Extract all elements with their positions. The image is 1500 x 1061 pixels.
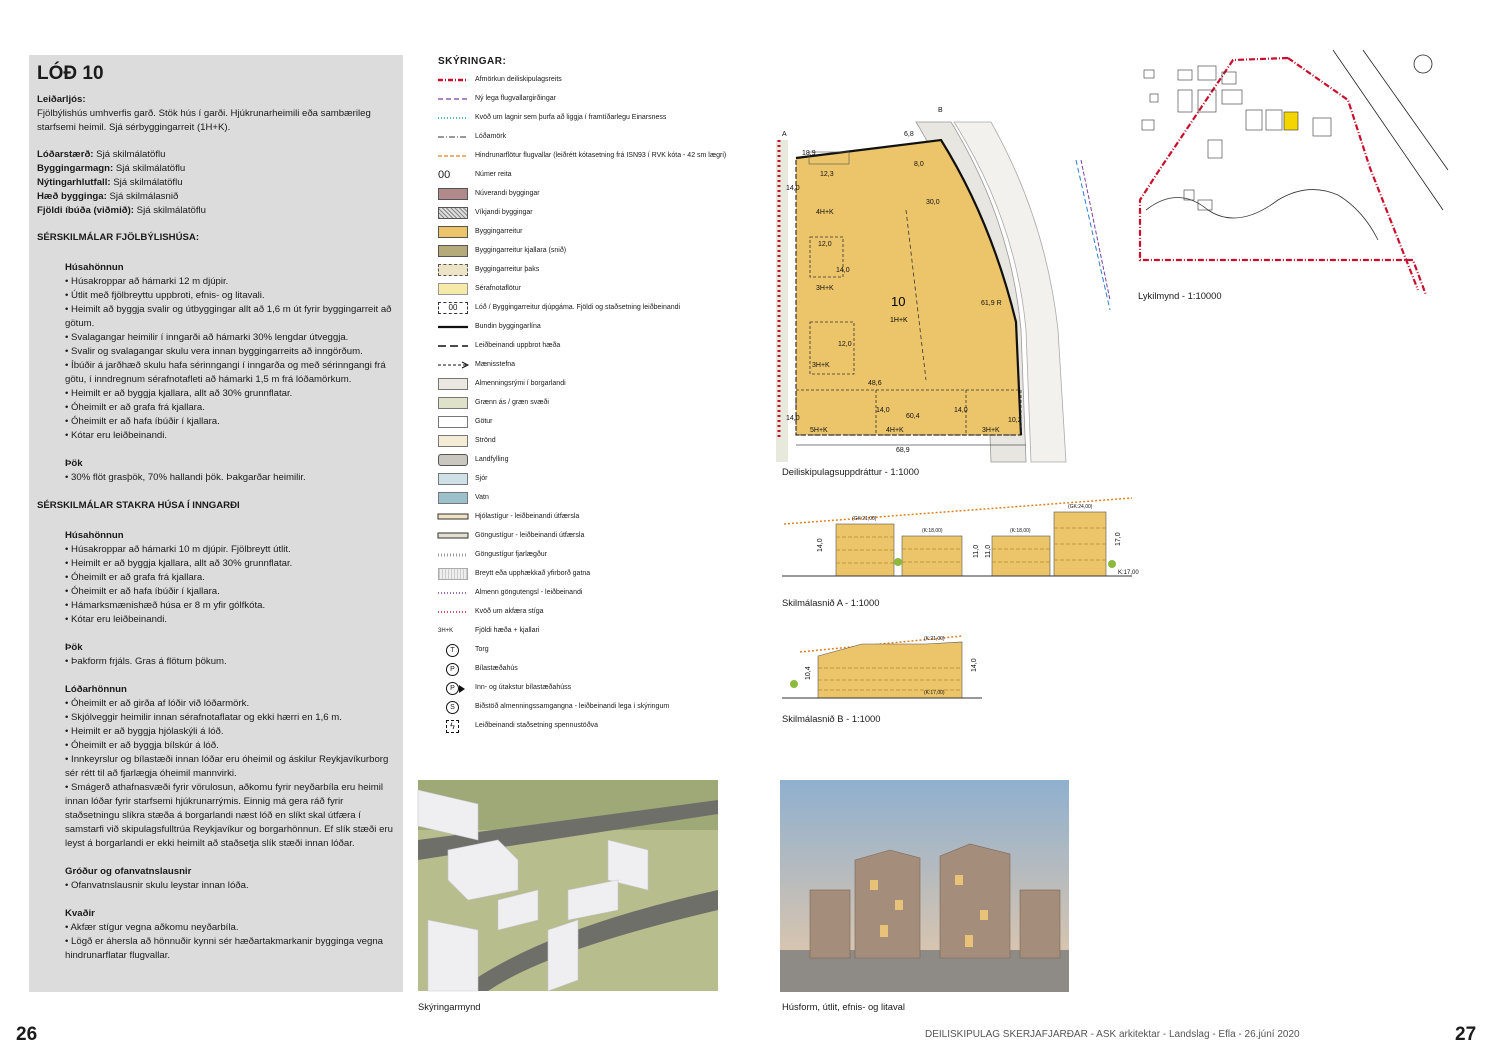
dim-label: 14,0 — [971, 658, 978, 672]
purpledot-icon — [438, 587, 468, 599]
bullet-item: • Kótar eru leiðbeinandi. — [65, 429, 395, 443]
bullet-item: • Lögð er áhersla að hönnuðir kynni sér hæðartakmarkanir bygginga vegna hindrunarflatar flugvallar. — [65, 935, 395, 963]
legend-item — [438, 603, 738, 622]
longdash-icon — [438, 340, 468, 352]
legend-label: Víkjandi byggingar — [475, 209, 533, 216]
highlighted-plot — [1284, 112, 1298, 130]
legend-label: Byggingarreitur þaks — [475, 266, 540, 273]
page-number-left: 26 — [16, 1024, 38, 1045]
circleT-icon: T — [438, 644, 468, 656]
fact-row: Fjöldi íbúða (viðmið): Sjá skilmálatöflu — [37, 205, 206, 216]
building-photo-caption: Húsform, útlit, efnis- og litaval — [782, 1001, 905, 1012]
swatch-raised-icon — [438, 568, 468, 580]
legend-item — [438, 375, 738, 394]
number-icon: 00 — [438, 169, 451, 181]
legend-item — [438, 641, 738, 660]
bullet-item: • Óheimilt er að grafa frá kjallara. — [65, 401, 395, 415]
legend-item — [438, 489, 738, 508]
section-a-buildings — [836, 512, 1106, 576]
legend-label: Landfylling — [475, 456, 509, 463]
legend-label: Torg — [475, 646, 489, 653]
s2-husahonnun — [37, 529, 395, 627]
section-b-drawing — [782, 632, 982, 708]
key-map-caption: Lykilmynd - 1:10000 — [1138, 290, 1222, 301]
legend-label: Bundin byggingarlína — [475, 323, 541, 330]
dim-label: 14,0 — [876, 407, 890, 414]
legend-item — [438, 679, 738, 698]
swatch-sea-icon — [438, 473, 468, 485]
bullet-item: • Smágerð athafnasvæði fyrir vörulosun, aðkomu fyrir neyðarbíla eru heimil innan lóðar fyrir starfsemi hjúkrunarrýmis. Einnig má gera ráð fyrir staðsetningu slíkra stæða á borgarlandi næst lóð en slíkt skal útfæra í samstarfi við skipulagsfulltrúa Reykjavíkur og borgarhönnun. Ef slík stæði eru leyst á borgarlandi er ekki heimilt að staðsetja slík stæði innan lóðar. — [65, 781, 395, 851]
dashdot-icon — [438, 131, 468, 143]
bullet-item: • Kótar eru leiðbeinandi. — [65, 613, 395, 627]
bullet-item: • Ofanvatnslausnir skulu leystar innan lóða. — [65, 879, 395, 893]
orangedash-icon — [438, 150, 468, 162]
dim-label: 14,0 — [786, 415, 800, 422]
swatch-fill-icon — [438, 454, 468, 466]
bullet-item: • Húsakroppar að hámarki 12 m djúpir. — [65, 275, 395, 289]
legend-label: Leiðbeinandi uppbrot hæða — [475, 342, 561, 349]
swatch-yellow-icon — [438, 226, 468, 238]
fact-row: Byggingarmagn: Sjá skilmálatöflu — [37, 163, 186, 174]
legend-label: Byggingarreitur — [475, 228, 523, 235]
swatch-olive-icon — [438, 245, 468, 257]
legend-item — [438, 147, 738, 166]
purpledash-icon — [438, 93, 468, 105]
legend-label: Afmörkun deiliskipulagsreits — [475, 76, 562, 83]
floors-label: 3H+K — [982, 427, 1000, 434]
dim-label: 11,0 — [973, 544, 980, 558]
legend-label: Númer reita — [475, 171, 512, 178]
floors-label: 5H+K — [810, 427, 828, 434]
bullet-item: • Óheimilt er að hafa íbúðir í kjallara. — [65, 585, 395, 599]
swatch-brown-icon — [438, 188, 468, 200]
bullet-item: • Heimilt er að byggja hjólaskýli á lóð. — [65, 725, 395, 739]
dim-label: 8,0 — [914, 161, 924, 168]
bullet-item: • Hámarksmænishæð húsa er 8 m yfir gólfkóta. — [65, 599, 395, 613]
bullet-item: • Óheimilt er að hafa íbúðir í kjallara. — [65, 415, 395, 429]
dim-label: 14,0 — [817, 538, 824, 552]
bullet-item: • Svalagangar heimilir í inngarði að hámarki 30% lengdar útveggja. — [65, 331, 395, 345]
thickline-icon — [438, 321, 468, 333]
section-letter: B — [938, 107, 943, 114]
bullet-item: • Húsakroppar að hámarki 10 m djúpir. Fjölbreytt útlit. — [65, 543, 395, 557]
dim-label: 6,8 — [904, 131, 914, 138]
legend-item — [438, 584, 738, 603]
legend-label: Strönd — [475, 437, 496, 444]
lot-sub: 1H+K — [890, 317, 908, 324]
level-label: (GK:21,00) — [852, 516, 877, 522]
bullet-item: • Innkeyrslur og bílastæði innan lóðar eru óheimil og áskilur Reykjavíkurborg sér rétt til að fjarlægja óheimil mannvirki. — [65, 753, 395, 781]
legend-item — [438, 71, 738, 90]
legend-label: Grænn ás / græn svæði — [475, 399, 549, 406]
bullet-item: • 30% flöt grasþök, 70% hallandi þök. Þakgarðar heimilir. — [65, 471, 395, 485]
legend-label: Biðstöð almenningssamgangna - leiðbeinandi lega í skýringum — [475, 703, 670, 710]
bullet-item: • Heimilt að byggja svalir og útbyggingar allt að 1,6 m út fyrir byggingarreit að götum. — [65, 303, 395, 331]
section-b-caption: Skilmálasnið B - 1:1000 — [782, 713, 881, 724]
leidarljos-label: Leiðarljós: — [37, 94, 86, 105]
legend-label: Bílastæðahús — [475, 665, 518, 672]
section-a-caption: Skilmálasnið A - 1:1000 — [782, 597, 880, 608]
bullet-item: • Útlit með fjölbreyttu uppbroti, efnis- og litavali. — [65, 289, 395, 303]
footer-text: DEILISKIPULAG SKERJAFJARÐAR - ASK arkitektar - Landslag - Efla - 26.júní 2020 — [925, 1029, 1300, 1040]
s1-thak — [37, 457, 395, 485]
level-label: (K:18,00) — [922, 528, 943, 534]
fact-row: Nýtingarhlutfall: Sjá skilmálatöflu — [37, 177, 183, 188]
legend-item — [438, 109, 738, 128]
section-heading: SÉRSKILMÁLAR STAKRA HÚSA Í INNGARÐI — [37, 500, 240, 511]
circleParrow-icon: P — [438, 682, 468, 694]
legend-label: Leiðbeinandi staðsetning spennustöðva — [475, 722, 598, 729]
legend-label: Almenningsrými í borgarlandi — [475, 380, 566, 387]
legend-label: Breytt eða upphækkað yfirborð gatna — [475, 570, 591, 577]
bullet-item: • Þakform frjáls. Gras á flötum þökum. — [65, 655, 395, 669]
dim-label: 18,9 — [802, 150, 816, 157]
subsection-title: Húsahönnun — [65, 262, 124, 273]
ground-level: K:17,00 — [1118, 570, 1139, 576]
bullet-item: • Íbúðir á jarðhæð skulu hafa sérinngangi í inngarða og með sérinngangi frá götu, í inndregnum sérafnotafleti að hámarki 1,5 m frá lóðamörkum. — [65, 359, 395, 387]
legend-item — [438, 451, 738, 470]
section-letter: A — [782, 131, 787, 138]
building-photo — [780, 780, 1069, 992]
section-a-drawing — [782, 494, 1139, 590]
level-label: (K:18,00) — [1010, 528, 1031, 534]
floors-label: 4H+K — [886, 427, 904, 434]
fact-row: Lóðarstærð: Sjá skilmálatöflu — [37, 149, 166, 160]
dim-label: 14,0 — [954, 407, 968, 414]
swatch-lightgrey-icon — [438, 378, 468, 390]
legend-label: Kvöð um akfæra stíga — [475, 608, 544, 615]
legend-item — [438, 546, 738, 565]
legend — [438, 56, 738, 736]
leidarljos-text: Fjölbýlishús umhverfis garð. Stök hús í garði. Hjúkrunarheimili eða sambærileg starfsemi heimil. Sjá sérbyggingarreit (1H+K). — [37, 108, 371, 133]
key-map — [1138, 50, 1448, 290]
legend-item — [438, 166, 738, 185]
bullet-item: • Akfær stígur vegna aðkomu neyðarbíla. — [65, 921, 395, 935]
render-caption: Skýringarmynd — [418, 1001, 481, 1012]
swatch-white-icon — [438, 416, 468, 428]
facts-list — [37, 148, 395, 218]
circleP-icon: P — [438, 663, 468, 675]
legend-item — [438, 698, 738, 717]
bikepath-icon — [438, 511, 468, 523]
legend-item — [438, 394, 738, 413]
level-label: (K:17,00) — [924, 690, 945, 696]
legend-item — [438, 128, 738, 147]
circleS-icon: S — [438, 701, 468, 713]
legend-item — [438, 717, 738, 736]
dim-label: 30,0 — [926, 199, 940, 206]
subsection-title: Kvaðir — [65, 908, 95, 919]
legend-item — [438, 242, 738, 261]
boxbolt-icon: ϟ — [438, 720, 468, 732]
dim-label: 12,0 — [838, 341, 852, 348]
subsection-title: Þök — [65, 642, 83, 653]
dim-label: 48,6 — [868, 380, 882, 387]
swatch-green-icon — [438, 397, 468, 409]
legend-item — [438, 204, 738, 223]
subsection-title: Gróður og ofanvatnslausnir — [65, 866, 192, 877]
legend-item — [438, 565, 738, 584]
dim-label: 12,3 — [820, 171, 834, 178]
legend-item — [438, 223, 738, 242]
legend-label: Inn- og útakstur bílastæðahúss — [475, 684, 572, 691]
floors-label: 4H+K — [816, 209, 834, 216]
floors-label: 3H+K — [816, 285, 834, 292]
legend-label: Hjólastígur - leiðbeinandi útfærsla — [475, 513, 580, 520]
swatch-hatch-icon — [438, 207, 468, 219]
legend-item — [438, 508, 738, 527]
render-image — [418, 780, 718, 991]
legend-item — [438, 261, 738, 280]
bullet-item: • Heimilt er að byggja kjallara, allt að 30% grunnflatar. — [65, 557, 395, 571]
legend-label: Kvöð um lagnir sem þurfa að liggja í framtíðarlegu Einarsness — [475, 114, 667, 121]
subsection-title: Lóðarhönnun — [65, 684, 127, 695]
subsection-title: Þök — [65, 458, 83, 469]
bullet-item: • Svalir og svalagangar skulu vera innan byggingarreits að inngörðum. — [65, 345, 395, 359]
site-plan-caption: Deiliskipulagsuppdráttur - 1:1000 — [782, 466, 920, 477]
dottedgrey-icon — [438, 549, 468, 561]
bullet-item: • Skjólveggir heimilir innan sérafnotaflatar og ekki hærri en 1,6 m. — [65, 711, 395, 725]
dim-label: 10,4 — [805, 666, 812, 680]
s1-husahonnun — [37, 261, 395, 443]
legend-label: Almenn göngutengsl - leiðbeinandi — [475, 589, 583, 596]
dim-label: 11,0 — [985, 544, 992, 558]
legend-label: Göngustígur fjarlægður — [475, 551, 547, 558]
legend-item — [438, 185, 738, 204]
reddot-icon — [438, 606, 468, 618]
dim-label: 17,0 — [1115, 532, 1122, 546]
swatch-lightbeige-icon — [438, 264, 468, 276]
legend-item — [438, 432, 738, 451]
box00-icon: 00 — [438, 302, 468, 314]
subsection-title: Húsahönnun — [65, 530, 124, 541]
legend-label: Göngustígur - leiðbeinandi útfærsla — [475, 532, 585, 539]
walkpath-icon — [438, 530, 468, 542]
dim-label: 10,2 — [1008, 417, 1022, 424]
legend-label: Ný lega flugvallargirðingar — [475, 95, 556, 102]
dim-label: 14,0 — [786, 185, 800, 192]
kvadir — [37, 907, 395, 963]
bullet-item: • Óheimilt er að byggja bílskúr á lóð. — [65, 739, 395, 753]
legend-item — [438, 660, 738, 679]
legend-item — [438, 90, 738, 109]
dim-label: 60,4 — [906, 413, 920, 420]
legend-label: Lóð / Byggingarreitur djúpgáma. Fjöldi og staðsetning leiðbeinandi — [475, 304, 681, 311]
bullet-item: • Óheimilt er að girða af lóðir við lóðarmörk. — [65, 697, 395, 711]
redline-icon — [438, 74, 468, 86]
dim-label: 61,9 R — [981, 300, 1002, 307]
legend-item — [438, 470, 738, 489]
legend-label: Byggingarreitur kjallara (snið) — [475, 247, 567, 254]
legend-item — [438, 413, 738, 432]
bullet-item: • Óheimilt er að grafa frá kjallara. — [65, 571, 395, 585]
section-heading: SÉRSKILMÁLAR FJÖLBÝLISHÚSA: — [37, 232, 200, 243]
swatch-water-icon — [438, 492, 468, 504]
legend-label: Núverandi byggingar — [475, 190, 540, 197]
text3hk-icon: 3H+K — [438, 628, 454, 634]
lodarhonnun — [37, 683, 395, 851]
s2-thak — [37, 641, 395, 669]
bullet-item: • Heimilt er að byggja kjallara, allt að 30% grunnflatar. — [65, 387, 395, 401]
legend-list — [438, 71, 738, 736]
swatch-paleyellow-icon — [438, 283, 468, 295]
level-label: (K:21,00) — [924, 636, 945, 642]
legend-item — [438, 527, 738, 546]
dim-label: 12,0 — [818, 241, 832, 248]
legend-label: Sjór — [475, 475, 488, 482]
page-title: LÓÐ 10 — [37, 63, 104, 84]
swatch-sand-icon — [438, 435, 468, 447]
legend-title: SKÝRINGAR: — [438, 56, 507, 67]
legend-label: Hindrunarflötur flugvallar (leiðrétt kótasetning frá ISN93 í RVK kóta - 42 sm lægri) — [475, 152, 727, 159]
floors-label: 3H+K — [812, 362, 830, 369]
page-number-right: 27 — [1455, 1024, 1477, 1045]
legend-item — [438, 299, 738, 318]
legend-item — [438, 280, 738, 299]
legend-label: Sérafnotaflötur — [475, 285, 521, 292]
dim-label: 68,9 — [896, 447, 910, 454]
legend-item — [438, 337, 738, 356]
grodur — [37, 865, 395, 893]
lot-number: 10 — [891, 294, 906, 309]
text-panel — [29, 55, 403, 992]
arrowdash-icon — [438, 359, 468, 371]
tealdot-icon — [438, 112, 468, 124]
legend-label: Mænisstefna — [475, 361, 516, 368]
legend-label: Fjöldi hæða + kjallari — [475, 627, 540, 634]
legend-item — [438, 622, 738, 641]
legend-label: Götur — [475, 418, 493, 425]
site-plan — [776, 100, 1110, 462]
legend-label: Vatn — [475, 494, 489, 501]
dim-label: 14,0 — [836, 267, 850, 274]
legend-item — [438, 356, 738, 375]
fact-row: Hæð bygginga: Sjá skilmálasnið — [37, 191, 179, 202]
level-label: (GK:24,00) — [1068, 504, 1093, 510]
legend-item — [438, 318, 738, 337]
legend-label: Lóðamörk — [475, 133, 507, 140]
